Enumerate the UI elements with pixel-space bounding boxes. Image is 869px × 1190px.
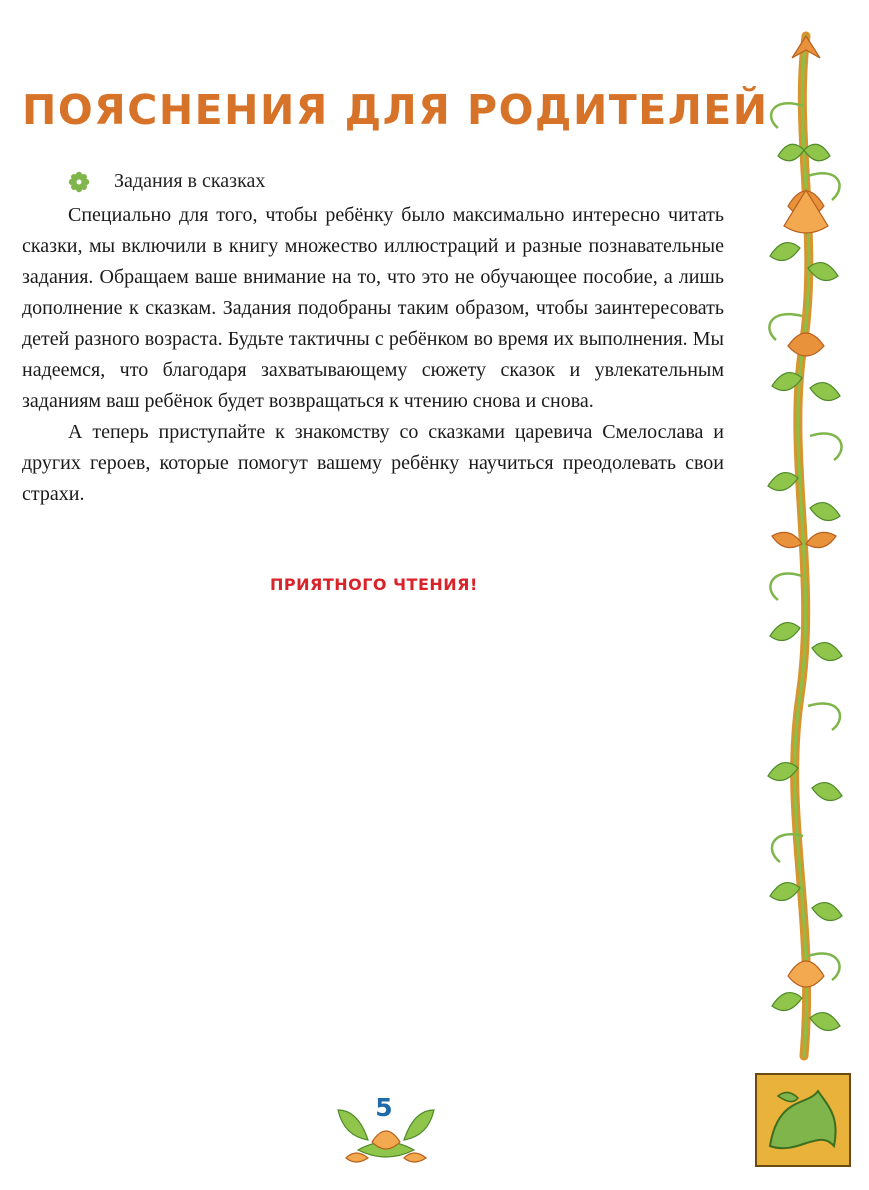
floral-border-illustration <box>748 16 860 1176</box>
closing-wish: ПРИЯТНОГО ЧТЕНИЯ! <box>270 575 478 594</box>
page-number: 5 <box>375 1093 393 1122</box>
paragraph: Специально для того, чтобы ребёнку было максимально интересно читать сказки, мы включили в книгу множество иллюстраций и разные познавательные задания. Обращаем ваше внимание на то, что это не обучающее пособие, а лишь дополнение к сказкам. Задания подобраны таким образом, чтобы заинтересовать детей разного возраста. Будьте тактичны с ребёнком во время их выполнения. Мы надеемся, что благодаря захватывающему сюжету сказок и увлекательным заданиям ваш ребёнок будет возвращаться к чтению снова и снова. <box>22 204 724 412</box>
dragon-tile-icon <box>756 1074 850 1166</box>
section-heading <box>68 170 265 193</box>
page-title: ПОЯСНЕНИЯ ДЛЯ РОДИТЕЛЕЙ <box>22 86 769 134</box>
body-text <box>22 200 724 510</box>
flower-bullet-icon <box>68 171 90 193</box>
section-heading-label: Задания в сказках <box>114 170 266 192</box>
paragraph: А теперь приступайте к знакомству со сказками царевича Смелослава и других героев, которые помогут вашему ребёнку научиться преодолевать свои страхи. <box>22 421 724 505</box>
